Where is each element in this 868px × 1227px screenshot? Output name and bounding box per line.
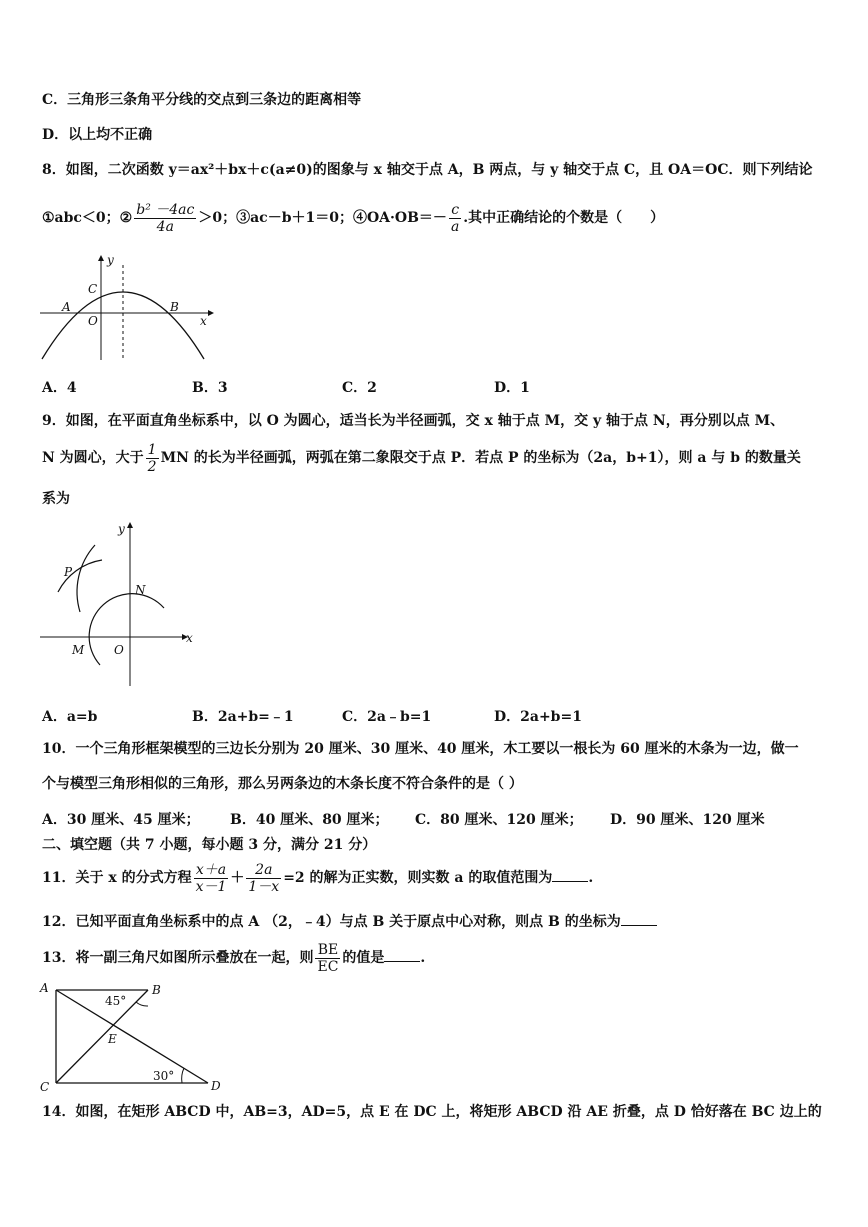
q11-text-1: 11．关于 x 的分式方程 xyxy=(42,870,192,886)
label-a: A xyxy=(62,300,71,314)
fraction-numerator: c xyxy=(449,202,461,219)
q9-option-b: B．2a+b=﹣1 xyxy=(192,709,294,725)
label-o: O xyxy=(114,643,124,657)
q12-text: 12．已知平面直角坐标系中的点 A （2，﹣4）与点 B 关于原点中心对称，则点 B 的坐标为 xyxy=(42,914,621,930)
fraction-denominator: EC xyxy=(317,958,339,975)
q9-construction-figure xyxy=(40,520,200,690)
fraction-numerator: b² －4ac xyxy=(136,201,195,218)
q13-period: . xyxy=(420,950,426,966)
q9-option-a: A．a=b xyxy=(42,709,98,725)
angle-30-arc xyxy=(182,1068,184,1083)
q8-text-2: ＞0；③ac－b＋1＝0；④OA·OB＝－ xyxy=(198,210,447,226)
fraction-numerator: 1 xyxy=(147,441,157,458)
label-x: x xyxy=(200,314,207,328)
segment-bc xyxy=(56,990,148,1083)
fraction-denominator: 1－x xyxy=(248,878,280,895)
label-x: x xyxy=(186,631,193,645)
fraction-denominator: x－1 xyxy=(195,878,227,895)
q10-option-d: D．90 厘米、120 厘米 xyxy=(610,812,765,828)
q8-stem-line1: 8．如图，二次函数 y＝ax²＋bx＋c(a≠0)的图象与 x 轴交于点 A，B 两点，与 y 轴交于点 C，且 OA＝OC．则下列结论 xyxy=(42,162,813,178)
q11-answer-blank[interactable] xyxy=(552,867,588,882)
q11-fraction-2 xyxy=(246,862,281,895)
q8-text-1: ①abc＜0；② xyxy=(42,210,133,226)
q9-stem-line3: 系为 xyxy=(42,491,70,507)
fraction-numerator: BE xyxy=(315,942,340,959)
label-n: N xyxy=(135,583,146,597)
q10-option-a: A．30 厘米、45 厘米； xyxy=(42,812,200,828)
q9-text-2: MN 的长为半径画弧，两弧在第二象限交于点 P．若点 P 的坐标为（2a，b+1），则 a 与 b 的数量关 xyxy=(160,450,801,466)
label-y: y xyxy=(107,253,114,267)
q12-answer-blank[interactable] xyxy=(621,911,657,926)
section-fill-in-blank-heading: 二、填空题（共 7 小题，每小题 3 分，满分 21 分） xyxy=(42,837,377,853)
fraction-numerator: 2a xyxy=(246,862,281,879)
q13-be-over-ec-fraction xyxy=(315,942,340,975)
q11-period: . xyxy=(588,870,594,886)
q9-stem-line2 xyxy=(42,440,801,476)
q8-option-c: C．2 xyxy=(342,380,377,396)
x-axis-arrow xyxy=(208,310,214,316)
label-d: D xyxy=(211,1079,221,1093)
angle-45-label: 45° xyxy=(105,994,127,1008)
q10-stem-line2: 个与模型三角形相似的三角形，那么另两条边的木条长度不符合条件的是（ ） xyxy=(42,776,523,792)
arc-center-o xyxy=(89,594,164,665)
label-o: O xyxy=(88,314,98,328)
q8-option-b: B．3 xyxy=(192,380,228,396)
label-c: C xyxy=(40,1080,50,1094)
label-y: y xyxy=(118,522,125,536)
y-axis-arrow xyxy=(127,522,133,528)
arc-center-m xyxy=(77,545,95,612)
q8-option-a: A．4 xyxy=(42,380,77,396)
label-p: P xyxy=(64,565,73,579)
q13-stem xyxy=(42,940,425,976)
label-b: B xyxy=(152,983,161,997)
label-e: E xyxy=(108,1032,117,1046)
fraction-denominator: 2 xyxy=(147,458,157,475)
q7-option-c: C．三角形三条角平分线的交点到三条边的距离相等 xyxy=(42,92,362,108)
q8-text-3: .其中正确结论的个数是（ ） xyxy=(463,210,665,226)
angle-30-label: 30° xyxy=(153,1069,175,1083)
label-a: A xyxy=(40,981,49,995)
q10-stem-line1: 10．一个三角形框架模型的三边长分别为 20 厘米、30 厘米、40 厘米，木工要以一根长为 60 厘米的木条为一边，做一 xyxy=(42,741,799,757)
fraction-denominator: a xyxy=(450,218,460,235)
q9-half-fraction xyxy=(146,442,159,475)
q11-text-2: =2 的解为正实数，则实数 a 的取值范围为 xyxy=(283,870,553,886)
q12-stem xyxy=(42,911,657,931)
q9-text-1: N 为圆心，大于 xyxy=(42,450,144,466)
y-axis-arrow xyxy=(98,255,104,261)
q7-option-d: D．以上均不正确 xyxy=(42,127,153,143)
q13-text-2: 的值是 xyxy=(342,950,385,966)
q10-option-b: B．40 厘米、80 厘米； xyxy=(230,812,389,828)
q11-stem xyxy=(42,860,593,896)
q13-text-1: 13．将一副三角尺如图所示叠放在一起，则 xyxy=(42,950,314,966)
q13-triangles-figure xyxy=(38,978,228,1093)
q8-parabola-figure xyxy=(40,255,215,365)
fraction-numerator: x＋a xyxy=(194,862,229,879)
angle-45-arc xyxy=(136,1002,148,1006)
segment-ad xyxy=(56,990,208,1083)
q11-fraction-1 xyxy=(194,862,229,895)
q13-answer-blank[interactable] xyxy=(384,947,420,962)
q9-option-d: D．2a+b=1 xyxy=(494,709,582,725)
fraction-denominator: 4a xyxy=(156,218,174,235)
label-c: C xyxy=(88,282,98,296)
label-m: M xyxy=(72,643,85,657)
q8-option-d: D．1 xyxy=(494,380,530,396)
q8-discriminant-fraction xyxy=(134,202,196,235)
q9-stem-line1: 9．如图，在平面直角坐标系中，以 O 为圆心，适当长为半径画弧，交 x 轴于点 M，交 y 轴于点 N，再分别以点 M、 xyxy=(42,413,785,429)
q8-stem-line2 xyxy=(42,200,664,236)
q10-option-c: C．80 厘米、120 厘米； xyxy=(415,812,583,828)
q11-plus: ＋ xyxy=(230,870,245,886)
q14-stem-line1: 14．如图，在矩形 ABCD 中，AB=3，AD=5，点 E 在 DC 上，将矩形 ABCD 沿 AE 折叠，点 D 恰好落在 BC 边上的 xyxy=(42,1104,822,1120)
q9-option-c: C．2a﹣b=1 xyxy=(342,709,432,725)
label-b: B xyxy=(170,300,179,314)
q8-c-over-a-fraction xyxy=(449,202,461,235)
